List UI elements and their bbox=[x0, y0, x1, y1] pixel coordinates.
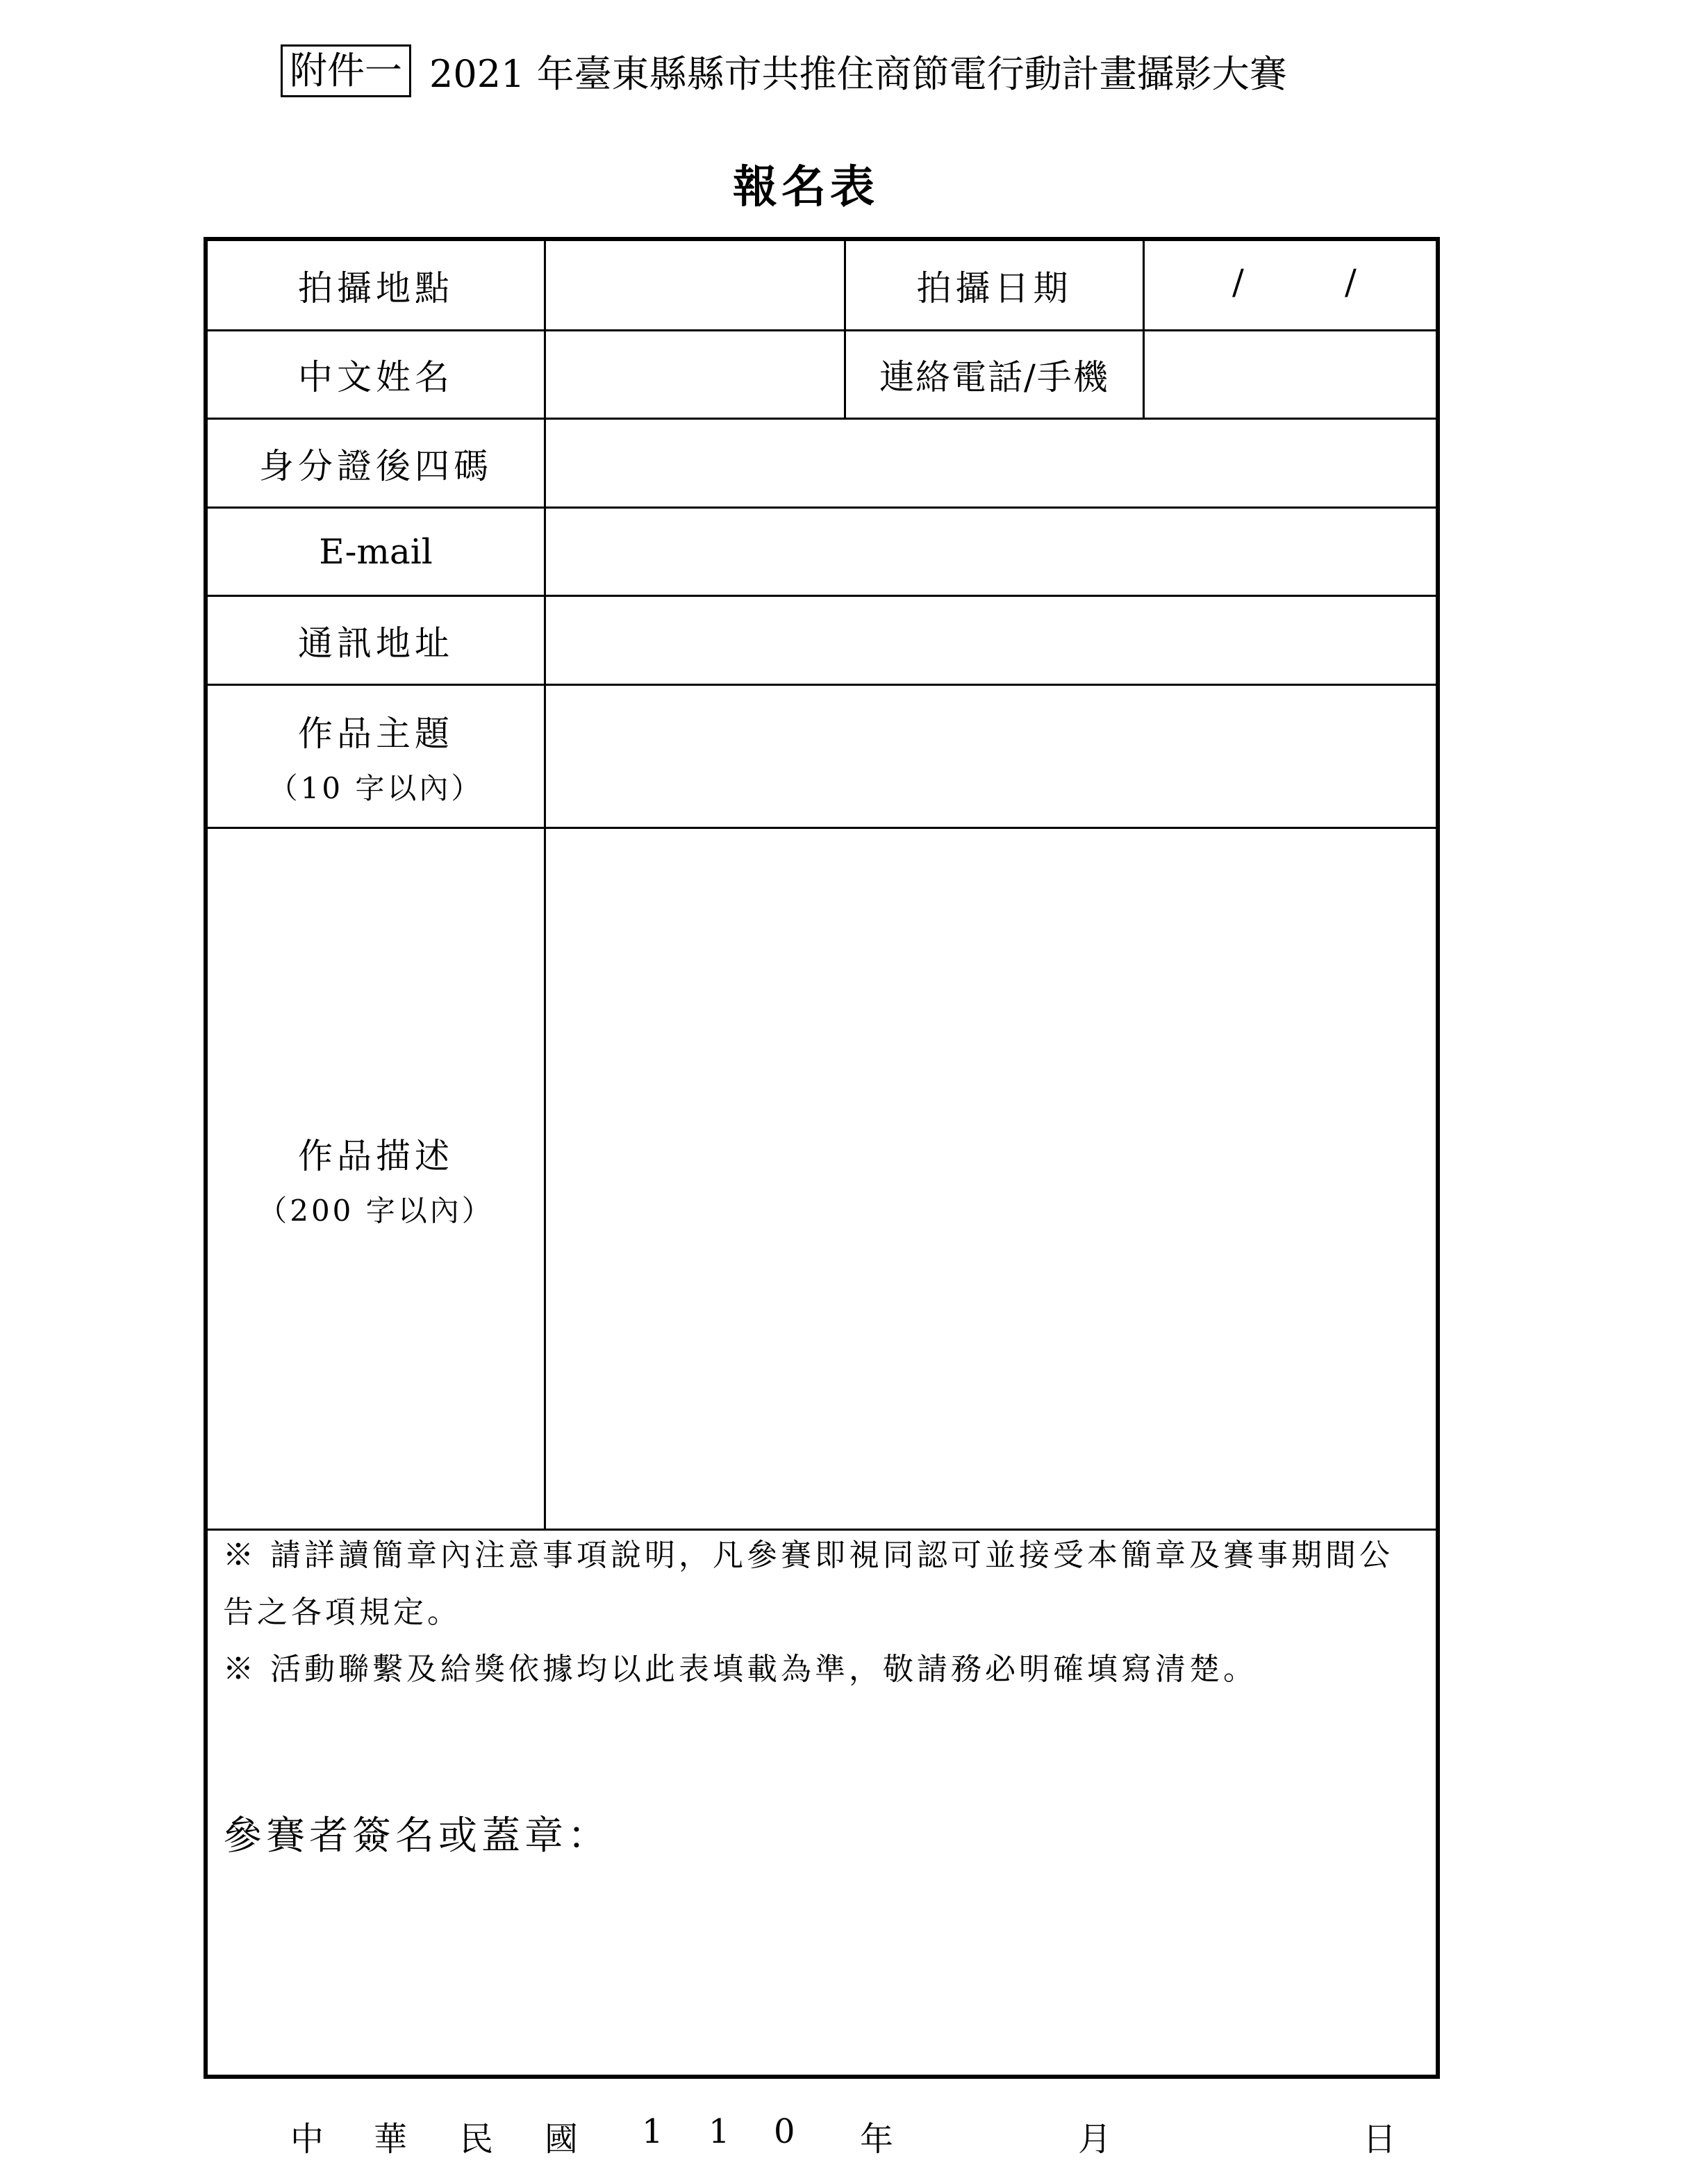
description-label: 作品描述 bbox=[298, 1135, 454, 1176]
document-header bbox=[281, 44, 1287, 97]
signature-label: 參賽者簽名或蓋章： bbox=[223, 1813, 611, 1859]
note-item: ※ 請詳讀簡章內注意事項說明，凡參賽即視同認可並接受本簡章及賽事期間公告之各項規定。 bbox=[223, 1538, 1393, 1630]
date-separator-2: / bbox=[1345, 262, 1361, 302]
date-year-digit: 0 bbox=[774, 2112, 795, 2151]
roc-date-line bbox=[0, 2112, 1708, 2161]
id-input[interactable] bbox=[546, 420, 1436, 507]
row-theme bbox=[208, 686, 1436, 829]
email-input[interactable] bbox=[546, 509, 1436, 595]
name-input[interactable] bbox=[546, 331, 846, 418]
row-description bbox=[208, 829, 1436, 1531]
date-char: 月 bbox=[1078, 2120, 1112, 2159]
date-char: 國 bbox=[545, 2120, 579, 2159]
date-year-digit: 1 bbox=[708, 2112, 730, 2151]
theme-limit: （10 字以內） bbox=[268, 771, 483, 805]
row-address bbox=[208, 597, 1436, 686]
notes-section bbox=[223, 1527, 1418, 1698]
description-limit: （200 字以內） bbox=[258, 1193, 494, 1228]
date-separator-1: / bbox=[1232, 262, 1248, 302]
name-label: 中文姓名 bbox=[208, 331, 546, 418]
location-input[interactable] bbox=[546, 241, 846, 329]
date-char: 年 bbox=[860, 2120, 894, 2159]
theme-input[interactable] bbox=[546, 686, 1436, 827]
row-email bbox=[208, 509, 1436, 597]
note-item: ※ 活動聯繫及給獎依據均以此表填載為準，敬請務必明確填寫清楚。 bbox=[223, 1652, 1257, 1687]
registration-form bbox=[204, 237, 1440, 2079]
date-year-digit: 1 bbox=[642, 2112, 663, 2151]
date-char: 民 bbox=[460, 2120, 494, 2159]
date-char: 華 bbox=[374, 2120, 408, 2159]
row-location-date bbox=[208, 241, 1436, 331]
row-id bbox=[208, 420, 1436, 509]
event-title: 2021 年臺東縣縣市共推住商節電行動計畫攝影大賽 bbox=[429, 51, 1287, 96]
theme-label: 作品主題 bbox=[298, 713, 454, 754]
date-input[interactable] bbox=[1145, 241, 1436, 329]
theme-label-cell bbox=[208, 686, 546, 827]
row-name-phone bbox=[208, 331, 1436, 420]
description-label-cell bbox=[208, 829, 546, 1529]
address-input[interactable] bbox=[546, 597, 1436, 684]
description-input[interactable] bbox=[546, 829, 1436, 1529]
date-char: 日 bbox=[1363, 2120, 1397, 2159]
signature-area[interactable] bbox=[223, 1876, 1418, 2064]
attachment-label: 附件一 bbox=[281, 44, 411, 97]
date-label: 拍攝日期 bbox=[846, 241, 1145, 329]
date-char: 中 bbox=[290, 2120, 324, 2159]
location-label: 拍攝地點 bbox=[208, 241, 546, 329]
email-label: E-mail bbox=[208, 509, 546, 595]
id-label: 身分證後四碼 bbox=[208, 420, 546, 507]
address-label: 通訊地址 bbox=[208, 597, 546, 684]
phone-label: 連絡電話/手機 bbox=[846, 331, 1145, 418]
phone-input[interactable] bbox=[1145, 331, 1436, 418]
form-title: 報名表 bbox=[733, 161, 879, 213]
